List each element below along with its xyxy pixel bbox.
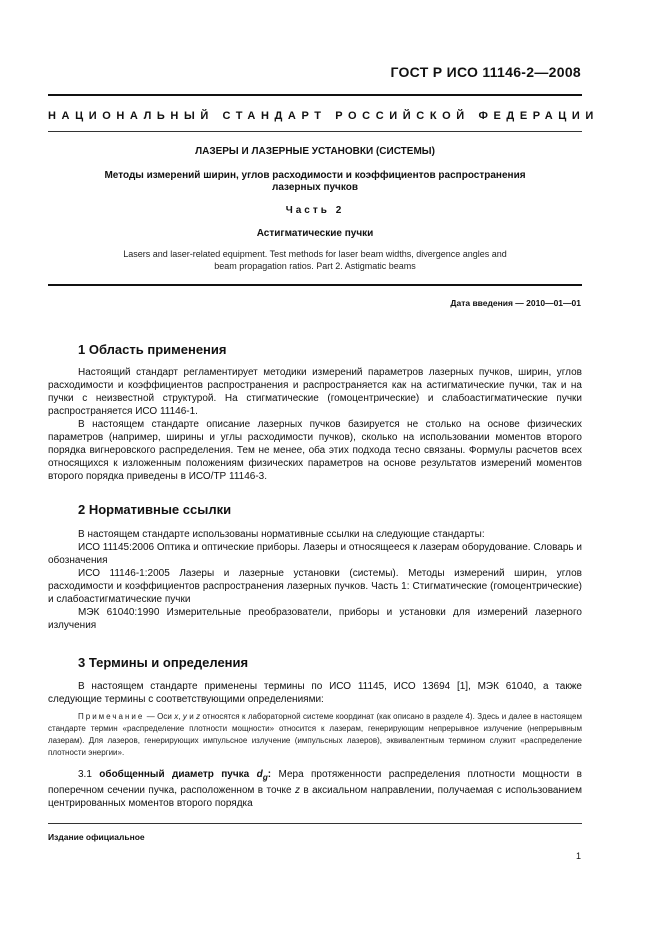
section-3-paragraph-1: В настоящем стандарте применены термины по ИСО 11145, ИСО 13694 [1], МЭК 61040, а также следующие термины с соответствующими определениями: bbox=[48, 681, 582, 705]
page-number: 1 bbox=[575, 851, 581, 861]
standard-code: ГОСТ Р ИСО 11146-2—2008 bbox=[390, 64, 581, 80]
section-3-heading: 3 Термины и определения bbox=[78, 655, 249, 670]
section-1-body bbox=[48, 366, 582, 483]
document-subtitle bbox=[48, 170, 582, 194]
introduction-date: Дата введения — 2010—01—01 bbox=[450, 298, 581, 308]
term-3-1 bbox=[48, 768, 582, 810]
footer-rule bbox=[48, 823, 582, 824]
official-edition-label: Издание официальное bbox=[48, 832, 145, 842]
note-text-4: относятся к лабораторной системе координат (как описано в разделе 4). Здесь и далее в настоящем стандарте термин «распределение плотности мощности» относится к лазерам, генерирующим непрерывное излучение (непрерывным лазерам). Для лазеров, генерирующих импульсное излучение (импульсных лазеров), эквивалентным термином служит «распределение плотности энергии». bbox=[48, 712, 582, 757]
section-2-ref-iso-11146-1: ИСО 11146-1:2005 Лазеры и лазерные установки (системы). Методы измерений ширин, углов расходимости и коэффициентов распространения лазерных пучков. Часть 1: Стигматические (гомоцентрические) и слабоастигматические пучки bbox=[48, 568, 582, 605]
note-text-1: — Оси bbox=[144, 712, 175, 721]
note-axis-z: z bbox=[196, 712, 201, 721]
section-2-paragraph-1: В настоящем стандарте использованы нормативные ссылки на следующие стандарты: bbox=[78, 529, 485, 540]
document-title: ЛАЗЕРЫ И ЛАЗЕРНЫЕ УСТАНОВКИ (СИСТЕМЫ) bbox=[195, 146, 435, 157]
section-1-heading: 1 Область применения bbox=[78, 342, 227, 357]
section-2-body bbox=[48, 528, 582, 632]
note-text-3: и bbox=[186, 712, 197, 721]
section-1-paragraph-2: В настоящем стандарте описание лазерных пучков базируется не столько на основе физических параметров (например, ширины и углы расходимости пучков), сколько на использовании моментов второго порядка вигнеровского распределения. Тем не менее, оба этих подхода тесно связаны. Формулы расчетов всех относящихся к изложенным положениям физических параметров на основе результатов измерений моментов второго порядка приведены в ИСО/ТР 11146-3. bbox=[48, 419, 582, 482]
term-name: обобщенный диаметр пучка $d_g$: bbox=[99, 769, 272, 782]
term-number: 3.1 bbox=[78, 769, 92, 780]
part-title: Астигматические пучки bbox=[256, 228, 374, 239]
english-title bbox=[48, 248, 582, 272]
title-rule-top bbox=[48, 131, 582, 132]
section-3-note bbox=[48, 711, 582, 759]
term-symbol: d bbox=[256, 769, 263, 780]
term-definition-2: в аксиальном направлении, получаемая с использованием центрированных моментов второго порядка bbox=[48, 785, 582, 809]
note-text-2: , bbox=[178, 712, 183, 721]
term-subscript: g bbox=[262, 772, 268, 782]
subtitle-line-2: лазерных пучков bbox=[271, 182, 358, 193]
title-rule-bottom bbox=[48, 284, 582, 286]
section-1-paragraph-1: Настоящий стандарт регламентирует методики измерений параметров лазерных пучков, ширин, углов расходимости и коэффициентов распространения и распространяется как на астигматические пучки, так и на пучки с неизвестной структурой. На стигматические (гомоцентрические) и слабоастигматические пучки распространяется ИСО 11146-1. bbox=[48, 367, 582, 417]
term-definition-z: z bbox=[294, 785, 300, 796]
section-3-intro bbox=[48, 680, 582, 706]
section-2-ref-iso-11145: ИСО 11145:2006 Оптика и оптические приборы. Лазеры и относящееся к лазерам оборудование. Словарь и обозначения bbox=[48, 542, 582, 566]
english-title-line-2: beam propagation ratios. Part 2. Astigmatic beams bbox=[214, 261, 416, 271]
subtitle-line-1: Методы измерений ширин, углов расходимости и коэффициентов распространения bbox=[104, 170, 526, 181]
part-number: Часть 2 bbox=[285, 205, 345, 216]
national-standard-label: НАЦИОНАЛЬНЫЙ СТАНДАРТ РОССИЙСКОЙ ФЕДЕРАЦИИ bbox=[48, 110, 599, 122]
note-axis-y: y bbox=[182, 712, 187, 721]
term-definition-1: Мера протяженности распределения плотности мощности в поперечном сечении пучка, расположенном в точке bbox=[48, 769, 582, 796]
section-2-ref-iec-61040: МЭК 61040:1990 Измерительные преобразователи, приборы и установки для измерений лазерного излучения bbox=[48, 607, 582, 631]
english-title-line-1: Lasers and laser-related equipment. Test methods for laser beam widths, divergence angles and bbox=[123, 249, 507, 259]
header-rule bbox=[48, 94, 582, 96]
note-label: Примечание bbox=[78, 712, 145, 721]
note-axis-x: x bbox=[174, 712, 179, 721]
section-2-heading: 2 Нормативные ссылки bbox=[78, 502, 232, 517]
